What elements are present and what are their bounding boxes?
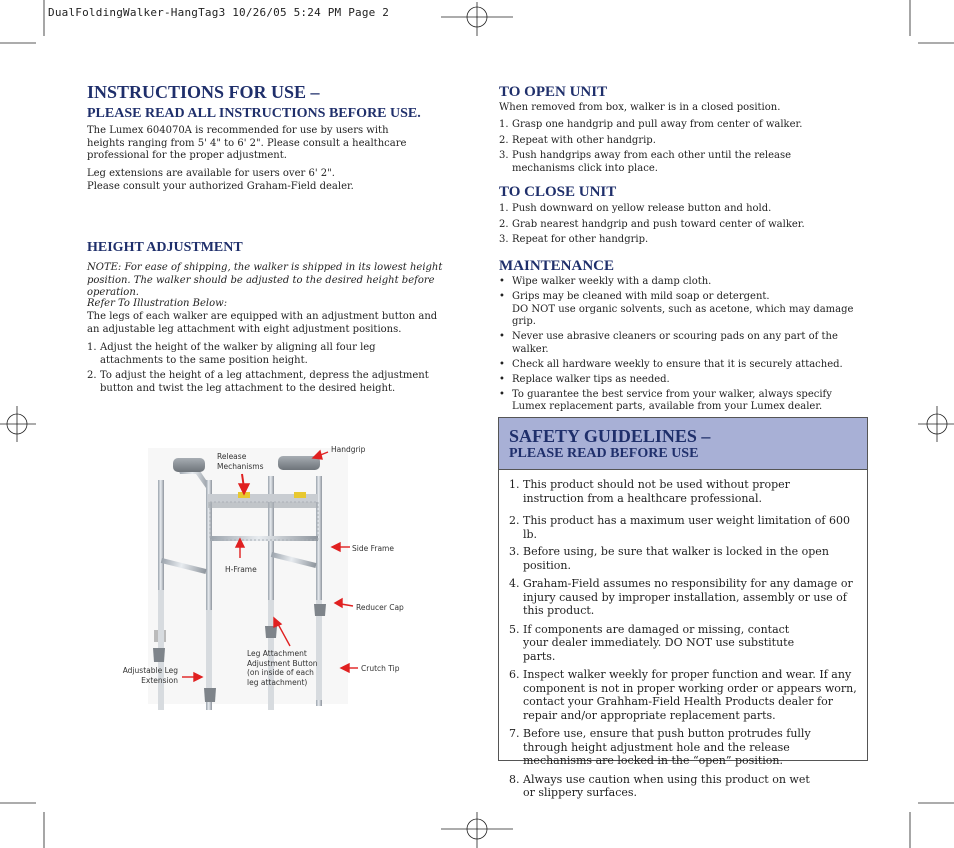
printer-slug: DualFoldingWalker-HangTag3 10/26/05 5:24 PM Page 2 (48, 6, 390, 19)
close-unit-steps (499, 203, 819, 247)
list-item: • Check all hardware weekly to ensure that it is securely attached. (499, 358, 843, 370)
label-reducer-cap: Reducer Cap (356, 603, 404, 612)
list-item: 1. Push downward on yellow release button and hold. (499, 203, 772, 214)
refer-illustration: Refer To Illustration Below: (87, 298, 228, 309)
open-unit-steps (499, 119, 819, 175)
open-unit-intro: When removed from box, walker is in a closed position. (499, 102, 781, 113)
list-item: 5. If components are damaged or missing, contact your dealer immediately. DO NOT use substitute parts. (509, 622, 795, 663)
label-adjustable-leg-extension: Adjustable Leg Extension (122, 666, 178, 685)
label-release-mechanisms: Release Mechanisms (217, 452, 264, 471)
arrow-reducer-cap (335, 599, 353, 607)
arrow-leg-button (274, 618, 290, 646)
dealer-line: Please consult your authorized Graham-Field dealer. (87, 180, 354, 192)
safety-header-band (499, 418, 867, 470)
label-crutch-tip: Crutch Tip (361, 664, 400, 673)
instructions-title: INSTRUCTIONS FOR USE – (87, 82, 320, 102)
list-item: • Grips may be cleaned with mild soap or detergent. DO NOT use organic solvents, such as acetone, which may damage grip. (499, 291, 854, 327)
list-item: 1. Grasp one handgrip and pull away from center of walker. (499, 119, 803, 130)
arrow-crutch-tip (341, 664, 358, 672)
height-adjustment-heading: HEIGHT ADJUSTMENT (87, 240, 243, 255)
label-h-frame: H-Frame (225, 565, 257, 574)
intro-paragraph: The Lumex 604070A is recommended for use by users with heights ranging from 5' 4" to 6' 2". Please consult a healthcare professional for the proper adjustment. (87, 125, 407, 161)
shipping-note: NOTE: For ease of shipping, the walker is shipped in its lowest height position. The walker should be adjusted to the desired height before operation. (87, 262, 443, 298)
safety-title: SAFETY GUIDELINES – (509, 426, 711, 446)
open-unit-heading: TO OPEN UNIT (499, 84, 608, 100)
maintenance-list (499, 276, 869, 414)
safety-items (509, 478, 861, 800)
list-item: • To guarantee the best service from your walker, always specify Lumex replacement parts, available from your Lumex dealer. (499, 388, 832, 412)
close-unit-heading: TO CLOSE UNIT (499, 184, 617, 200)
label-side-frame: Side Frame (352, 544, 394, 553)
list-item: 4. Graham-Field assumes no responsibility for any damage or injury caused by improper installation, assembly or use of this product. (509, 577, 853, 617)
arrow-h-frame (236, 539, 244, 558)
list-item: 2. Repeat with other handgrip. (499, 134, 656, 146)
list-item: 2. Grab nearest handgrip and push toward center of walker. (499, 218, 805, 230)
label-leg-attachment-button: Leg Attachment Adjustment Button (on inside of each leg attachment) (247, 649, 318, 687)
instructions-subtitle: PLEASE READ ALL INSTRUCTIONS BEFORE USE. (87, 106, 421, 121)
arrow-side-frame (332, 543, 350, 551)
list-item: 3. Before using, be sure that walker is locked in the open position. (509, 545, 829, 572)
arrow-handgrip (313, 451, 328, 459)
list-item: 2. This product has a maximum user weight limitation of 600 lb. (509, 514, 850, 541)
list-item: • Replace walker tips as needed. (499, 373, 670, 385)
legs-paragraph: The legs of each walker are equipped with an adjustment button and an adjustable leg attachment with eight adjustment positions. (87, 311, 438, 335)
list-item: 1. Adjust the height of the walker by aligning all four leg attachments to the same position height. (87, 342, 376, 366)
arrow-release (239, 474, 249, 494)
list-item: • Never use abrasive cleaners or scouring pads on any part of the walker. (499, 331, 838, 355)
list-item: 6. Inspect walker weekly for proper function and wear. If any component is not in proper working order or appears worn, contact your Grahham-Field Health Products dealer for repair and/or appropriate replacement parts. (509, 668, 857, 722)
label-handgrip: Handgrip (331, 445, 366, 454)
list-item: • Wipe walker weekly with a damp cloth. (499, 276, 712, 287)
list-item: 7. Before use, ensure that push button protrudes fully through height adjustment hole and the release mechanisms are locked in the “open” position. (509, 727, 811, 767)
list-item: 3. Repeat for other handgrip. (499, 234, 649, 245)
list-item: 1. This product should not be used without proper instruction from a healthcare professional. (509, 478, 790, 505)
leg-extension-line: Leg extensions are available for users over 6' 2". (87, 168, 335, 179)
list-item: 2. To adjust the height of a leg attachment, depress the adjustment button and twist the leg attachment to the desired height. (87, 370, 429, 394)
maintenance-heading: MAINTENANCE (499, 258, 615, 274)
list-item: 3. Push handgrips away from each other until the release mechanisms click into place. (499, 150, 792, 174)
list-item: 8. Always use caution when using this product on wet or slippery surfaces. (509, 772, 810, 799)
safety-guidelines-box (498, 417, 868, 799)
safety-subtitle: PLEASE READ BEFORE USE (509, 446, 699, 461)
arrow-adjustable-leg (182, 673, 202, 681)
